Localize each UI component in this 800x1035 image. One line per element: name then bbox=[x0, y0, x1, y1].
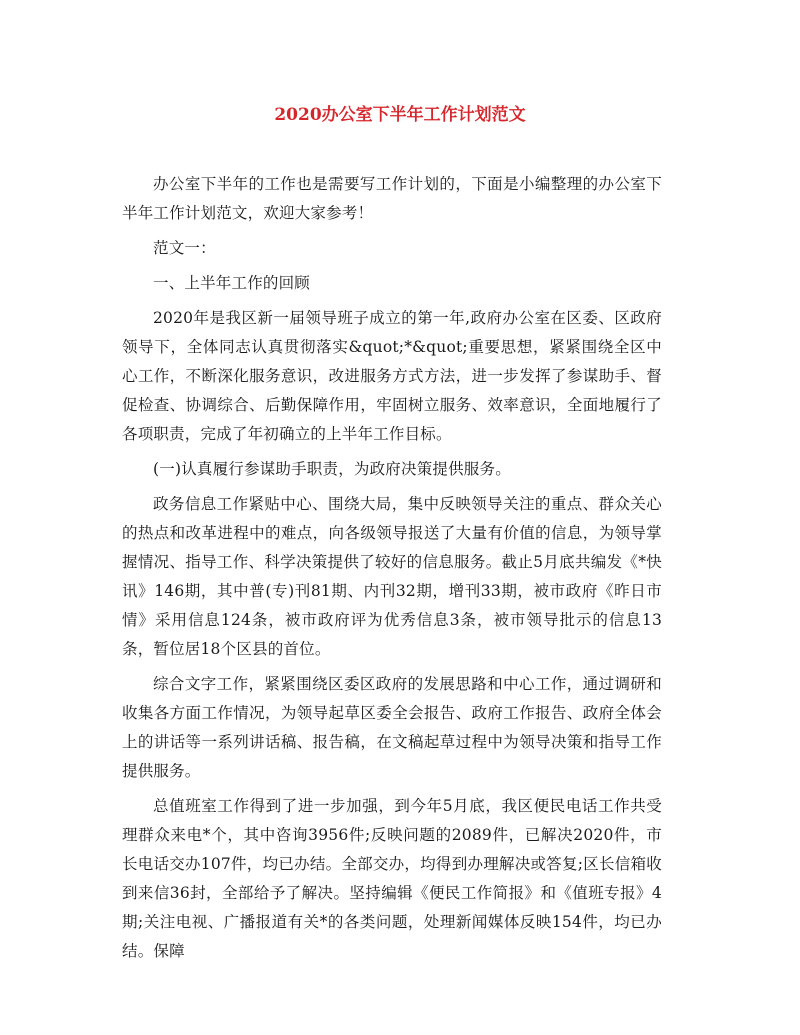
intro-paragraph: 办公室下半年的工作也是需要写工作计划的，下面是小编整理的办公室下半年工作计划范文，欢迎大家参考！ bbox=[122, 175, 662, 222]
review-paragraph: 2020年是我区新一届领导班子成立的第一年,政府办公室在区委、区政府领导下，全体同志认真贯彻落实&quot;*&quot;重要思想，紧紧围绕全区中心工作，不断深化服务意识，改进服务方式方法，进一步发挥了参谋助手、督促检查、协调综合、后勤保障作用，牢固树立服务、效率意识，全面地履行了各项职责，完成了年初确立的上半年工作目标。 bbox=[122, 309, 662, 443]
section-heading: 一、上半年工作的回顾 bbox=[153, 274, 311, 292]
document-title: 2020办公室下半年工作计划范文 bbox=[274, 105, 526, 125]
subsection-heading: (一)认真履行参谋助手职责，为政府决策提供服务。 bbox=[153, 460, 511, 478]
writing-work-paragraph: 综合文字工作，紧紧围绕区委区政府的发展思路和中心工作，通过调研和收集各方面工作情况，为领导起草区委全会报告、政府工作报告、政府全体会上的讲话等一系列讲话稿、报告稿，在文稿起草过程中为领导决策和指导工作提供服务。 bbox=[122, 675, 662, 780]
document-body bbox=[122, 170, 662, 972]
sample-heading: 范文一： bbox=[153, 239, 216, 257]
info-work-paragraph: 政务信息工作紧贴中心、围绕大局，集中反映领导关注的重点、群众关心的热点和改革进程中的难点，向各级领导报送了大量有价值的信息，为领导掌握情况、指导工作、科学决策提供了较好的信息服务。截止5月底共编发《*快讯》146期，其中普(专)刊81期、内刊32期，增刊33期，被市政府《昨日市情》采用信息124条，被市政府评为优秀信息3条，被市领导批示的信息13条，暂位居18个区县的首位。 bbox=[122, 495, 662, 658]
duty-office-paragraph: 总值班室工作得到了进一步加强，到今年5月底，我区便民电话工作共受理群众来电*个，其中咨询3956件;反映问题的2089件，已解决2020件，市长电话交办107件，均已办结。全部交办，均得到办理解决或答复;区长信箱收到来信36封，全部给予了解决。坚持编辑《便民工作简报》和《值班专报》4 期;关注电视、广播报道有关*的各类问题，处理新闻媒体反映154件，均已办结。保障 bbox=[122, 797, 662, 960]
